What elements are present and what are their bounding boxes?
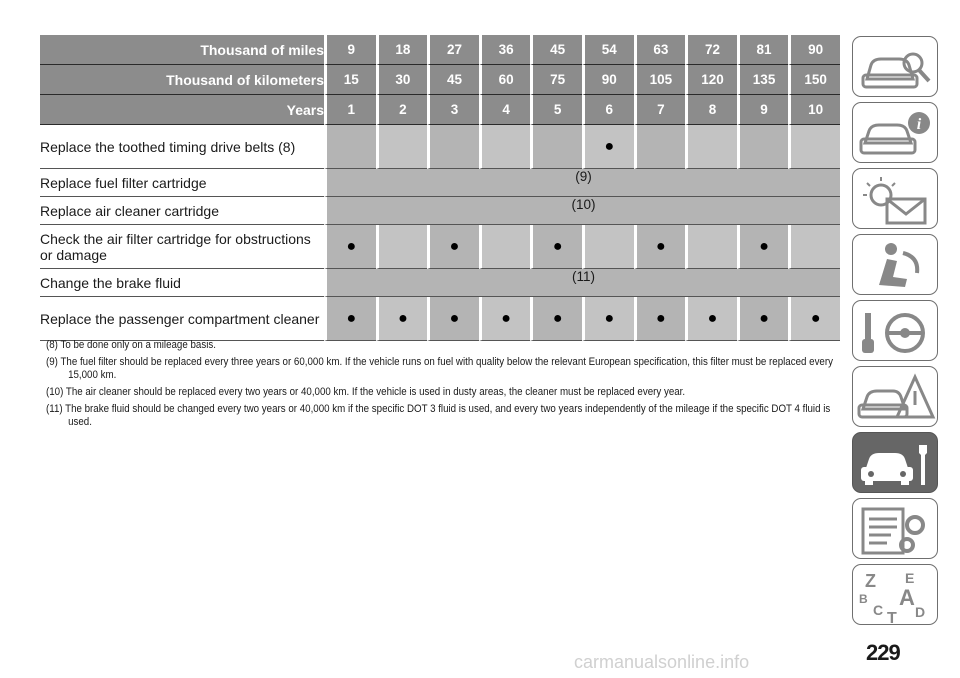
empty-cell (376, 125, 428, 169)
row-label: Check the air filter cartridge for obstructions or damage (40, 225, 324, 269)
header-value: 1 (324, 95, 376, 125)
footnote: (9) The fuel filter should be replaced every three years or 60,000 km. If the vehicle runs on fuel with quality below the relevant European specification, this filter must be replaced every 15,000 km. (46, 356, 833, 381)
header-value: 105 (634, 65, 686, 95)
car-wrench-icon (853, 433, 938, 493)
header-row (40, 95, 840, 125)
service-dot: ● (479, 297, 531, 341)
row-label: Change the brake fluid (40, 269, 324, 297)
header-value: 45 (530, 35, 582, 65)
empty-cell (788, 225, 840, 269)
sidebar-tab[interactable] (852, 102, 938, 163)
service-dot: ● (685, 297, 737, 341)
header-value: 27 (427, 35, 479, 65)
header-value: 7 (634, 95, 686, 125)
service-dot: ● (737, 225, 789, 269)
table-header (40, 35, 840, 125)
sidebar-tab[interactable] (852, 300, 938, 361)
sidebar-tab[interactable] (852, 564, 938, 625)
sidebar-tab[interactable] (852, 498, 938, 559)
row-label: Replace the passenger compartment cleaner (40, 297, 324, 341)
table-row (40, 269, 840, 297)
svg-text:A: A (899, 585, 915, 610)
header-value: 45 (427, 65, 479, 95)
service-dot: ● (737, 297, 789, 341)
sidebar-tab[interactable] (852, 366, 938, 427)
header-value: 5 (530, 95, 582, 125)
svg-text:E: E (905, 570, 915, 586)
header-value: 72 (685, 35, 737, 65)
header-value: 9 (324, 35, 376, 65)
maintenance-schedule-table (40, 35, 840, 341)
page-number: 229 (866, 640, 900, 665)
empty-cell (685, 225, 737, 269)
service-dot: ● (634, 297, 686, 341)
service-dot: ● (427, 225, 479, 269)
service-dot: ● (530, 225, 582, 269)
empty-cell (737, 125, 789, 169)
service-dot: ● (582, 125, 634, 169)
row-label: Replace fuel filter cartridge (40, 169, 324, 197)
header-value: 63 (634, 35, 686, 65)
service-dot: ● (788, 297, 840, 341)
row-label: Replace air cleaner cartridge (40, 197, 324, 225)
header-value: 3 (427, 95, 479, 125)
header-row (40, 35, 840, 65)
header-value: 2 (376, 95, 428, 125)
watermark-text: carmanualsonline.info (574, 652, 750, 672)
empty-cell (324, 125, 376, 169)
service-dot: ● (634, 225, 686, 269)
key-steering-wheel-icon (853, 301, 938, 361)
table-row (40, 169, 840, 197)
specs-gears-icon (853, 499, 938, 559)
sidebar-tab[interactable] (852, 36, 938, 97)
header-value: 6 (582, 95, 634, 125)
footnote-reference: (11) (324, 269, 840, 297)
header-value: 75 (530, 65, 582, 95)
table-row (40, 125, 840, 169)
header-value: 90 (582, 65, 634, 95)
sidebar-tab[interactable] (852, 432, 938, 493)
footnote: (10) The air cleaner should be replaced every two years or 40,000 km. If the vehicle is used in dusty areas, the cleaner must be replaced every year. (46, 386, 686, 398)
svg-text:Z: Z (865, 571, 876, 591)
header-value: 120 (685, 65, 737, 95)
header-value: 10 (788, 95, 840, 125)
footnote-reference: (10) (324, 197, 840, 225)
empty-cell (427, 125, 479, 169)
service-dot: ● (427, 297, 479, 341)
header-label: Thousand of kilometers (40, 65, 324, 95)
car-warning-icon (853, 367, 938, 427)
service-dot: ● (530, 297, 582, 341)
header-value: 30 (376, 65, 428, 95)
car-search-icon (853, 37, 938, 97)
empty-cell (479, 225, 531, 269)
footnotes (46, 339, 835, 433)
row-label: Replace the toothed timing drive belts (8) (40, 125, 324, 169)
empty-cell (788, 125, 840, 169)
service-dot: ● (324, 225, 376, 269)
svg-text:D: D (915, 604, 926, 620)
table-row (40, 225, 840, 269)
footnote: (8) To be done only on a mileage basis. (46, 339, 216, 351)
header-label: Thousand of miles (40, 35, 324, 65)
header-value: 18 (376, 35, 428, 65)
alphabet-index-icon (853, 565, 938, 625)
header-row (40, 65, 840, 95)
header-value: 90 (788, 35, 840, 65)
header-value: 4 (479, 95, 531, 125)
table-row (40, 197, 840, 225)
empty-cell (634, 125, 686, 169)
seat-airbag-icon (853, 235, 938, 295)
service-dot: ● (376, 297, 428, 341)
sidebar-tab[interactable] (852, 234, 938, 295)
empty-cell (685, 125, 737, 169)
header-value: 8 (685, 95, 737, 125)
empty-cell (376, 225, 428, 269)
empty-cell (479, 125, 531, 169)
table-row (40, 297, 840, 341)
footnote: (11) The brake fluid should be changed every two years or 40,000 km if the specific DOT 3 fluid is used, and every two years independently of the mileage if the specific DOT 4 fluid is used. (46, 403, 831, 428)
svg-text:T: T (887, 610, 897, 626)
empty-cell (530, 125, 582, 169)
header-value: 36 (479, 35, 531, 65)
header-value: 60 (479, 65, 531, 95)
service-dot: ● (324, 297, 376, 341)
header-value: 15 (324, 65, 376, 95)
svg-text:C: C (873, 602, 884, 618)
header-value: 81 (737, 35, 789, 65)
service-dot: ● (582, 297, 634, 341)
svg-text:B: B (859, 592, 868, 606)
empty-cell (582, 225, 634, 269)
header-label: Years (40, 95, 324, 125)
header-value: 150 (788, 65, 840, 95)
header-value: 54 (582, 35, 634, 65)
svg-text:i: i (916, 116, 922, 133)
dashboard-lights-icon (853, 169, 938, 229)
car-info-icon (853, 103, 938, 163)
footnote-reference: (9) (324, 169, 840, 197)
header-value: 9 (737, 95, 789, 125)
table-body (40, 125, 840, 341)
sidebar-tab[interactable] (852, 168, 938, 229)
header-value: 135 (737, 65, 789, 95)
